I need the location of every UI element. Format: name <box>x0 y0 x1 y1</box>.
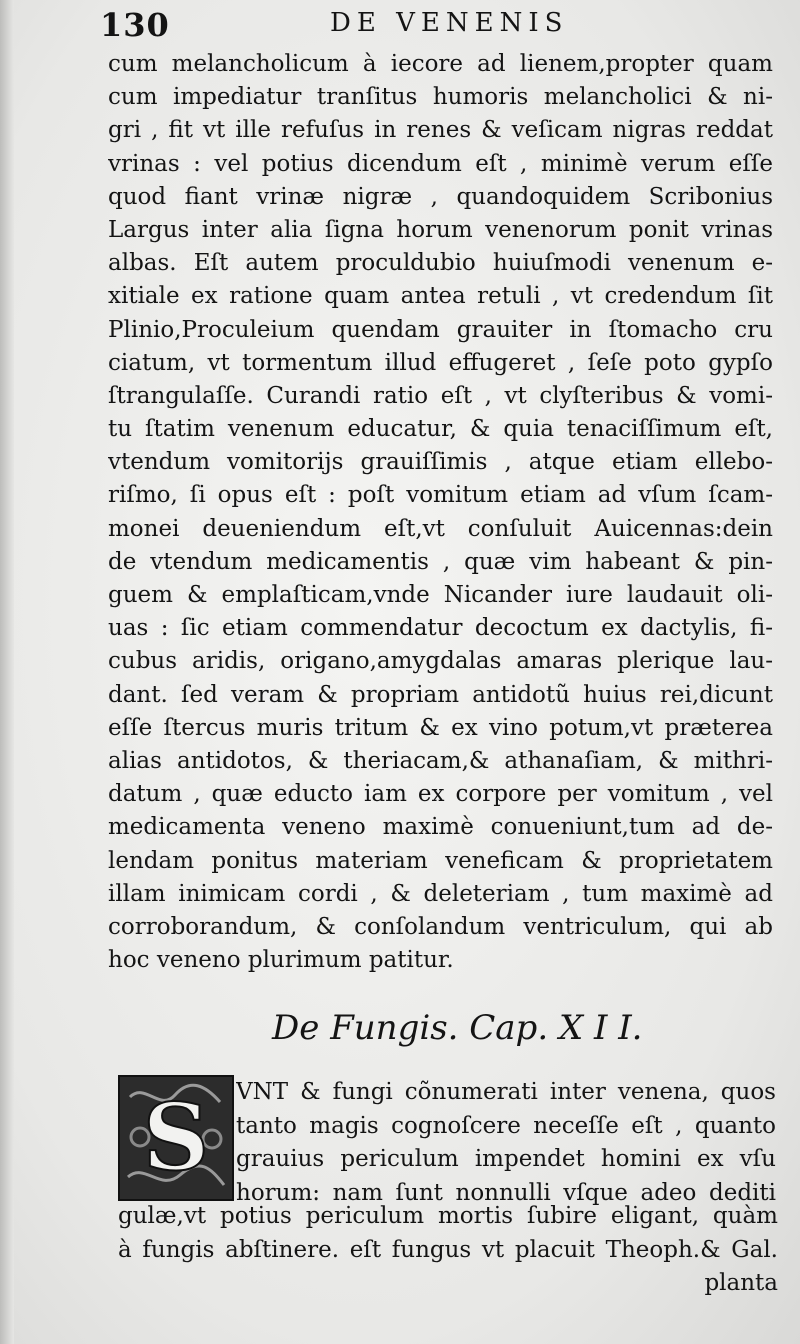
text-line: tanto magis cognoſcere neceſſe eſt , quanto <box>236 1112 776 1139</box>
text-line: de vtendum medicamentis , quæ vim habeant & pin- <box>108 548 773 575</box>
text-line: illam inimicam cordi , & deleteriam , tum maximè ad <box>108 880 773 907</box>
text-line-last: hoc veneno plurimum patitur. <box>108 947 454 974</box>
text-line: vtendum vomitorijs grauiſſimis , atque etiam ellebo- <box>108 449 773 476</box>
text-line: ciatum, vt tormentum illud effugeret , ſeſe poto gypſo <box>108 349 773 376</box>
text-line: quod fiant vrinæ nigræ , quandoquidem Scribonius <box>108 183 773 210</box>
text-line: corroborandum, & conſolandum ventriculum, qui ab <box>108 913 773 940</box>
text-line: datum , quæ educto iam ex corpore per vomitum , vel <box>108 781 773 808</box>
text-line: horum: nam ſunt nonnulli vſque adeo dediti <box>236 1179 776 1206</box>
running-title: DE VENENIS <box>330 8 569 38</box>
text-line: cubus aridis, origano,amygdalas amaras plerique lau- <box>108 648 773 675</box>
text-line: tu ſtatim venenum educatur, & quia tenaciſſimum eſt, <box>108 416 773 443</box>
text-line: ſtrangulaſſe. Curandi ratio eſt , vt clyſteribus & vomi- <box>108 382 773 409</box>
text-line: Largus inter alia ſigna horum venenorum ponit vrinas <box>108 216 773 243</box>
text-line: guem & emplaſticam,vnde Nicander iure laudauit oli- <box>108 582 773 608</box>
text-line: albas. Eſt autem proculdubio huiuſmodi venenum e- <box>108 250 773 277</box>
chapter-full-lines <box>118 1200 778 1301</box>
ornament-icon <box>120 1077 232 1199</box>
decorated-initial-s <box>118 1075 234 1201</box>
text-line: riſmo, ſi opus eſt : poſt vomitum etiam ad vſum ſcam- <box>108 482 773 509</box>
initial-letter: S <box>142 1083 210 1191</box>
page-gutter-shadow <box>0 0 14 1344</box>
text-line: gulæ,vt potius periculum mortis ſubire eligant, quàm <box>118 1203 778 1229</box>
text-line: dant. ſed veram & propriam antidotũ huius rei,dicunt <box>108 681 773 708</box>
text-line: monei deueniendum eſt,vt conſuluit Auicennas:dein <box>108 515 773 542</box>
text-line: gri , fit vt ille refuſus in renes & veſicam nigras reddat <box>108 117 773 144</box>
text-line: Plinio,Proculeium quendam grauiter in ſtomacho cru <box>108 316 773 343</box>
text-line: alias antidotos, & theriacam,& athanaſiam, & mithri- <box>108 747 773 774</box>
text-line: eſſe ſtercus muris tritum & ex vino potum,vt præterea <box>108 714 773 741</box>
page-number: 130 <box>100 6 170 44</box>
chapter-indented-lines <box>236 1076 776 1210</box>
text-line: VNT & fungi cõnumerati inter venena, quos <box>236 1079 776 1105</box>
running-head <box>100 6 790 44</box>
text-line: medicamenta veneno maximè conueniunt,tum ad de- <box>108 814 773 841</box>
text-line: cum melancholicum à iecore ad lienem,propter quam <box>108 51 773 77</box>
text-line: grauius periculum impendet homini ex vſu <box>236 1146 776 1173</box>
text-line: à fungis abſtinere. eſt fungus vt placuit Theoph.& Gal. <box>118 1236 778 1263</box>
text-line: vrinas : vel potius dicendum eſt , minimè verum eſſe <box>108 150 773 177</box>
text-line: uas : ſic etiam commendatur decoctum ex dactylis, fi- <box>108 615 773 642</box>
text-line: xitiale ex ratione quam antea retuli , vt credendum ſit <box>108 283 773 310</box>
body-paragraph <box>108 48 773 977</box>
chapter-heading: De Fungis. Cap. X I I. <box>272 1008 643 1048</box>
text-line: cum impediatur tranſitus humoris melancholici & ni- <box>108 84 773 111</box>
catchword: planta <box>704 1270 778 1297</box>
text-line: lendam ponitus materiam veneficam & proprietatem <box>108 847 773 874</box>
